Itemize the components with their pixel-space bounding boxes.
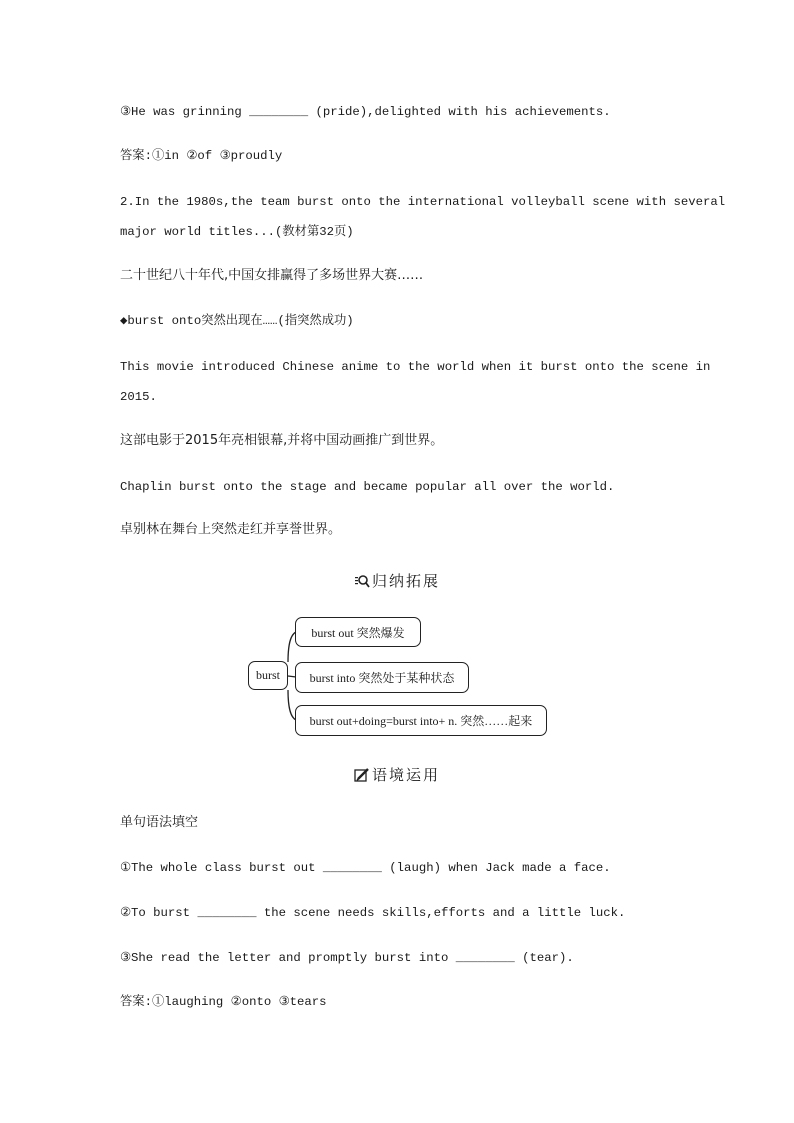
pencil-icon [354,768,370,782]
sentence-1-chinese: 这部电影于2015年亮相银幕,并将中国动画推广到世界。 [120,433,444,448]
answer-line-1: 答案:①in ②of ③proudly [120,149,283,163]
sentence-1-english-line-2: 2015. [120,390,157,404]
mindmap-branch-label-1: burst out 突然爆发 [311,625,405,640]
exercise-question-1: ①The whole class burst out ________ (laugh) when Jack made a face. [120,861,611,875]
mindmap-branch-label-2: burst into 突然处于某种状态 [309,671,455,685]
mindmap-root-node [248,661,288,690]
sentence-1-english-line-1: This movie introduced Chinese anime to the world when it burst onto the scene in [120,360,711,374]
mindmap-branch-node-2 [295,662,469,693]
example-2-chinese: 二十世纪八十年代,中国女排赢得了多场世界大赛…… [120,268,424,283]
section-heading-practice [0,764,794,785]
exercise-question-3: ③She read the letter and promptly burst into ________ (tear). [120,951,574,965]
phrase-definition: ◆burst onto突然出现在……(指突然成功) [120,314,354,328]
mindmap-branch-node-3 [295,705,547,736]
example-2-english-line-2: major world titles...(教材第32页) [120,225,354,239]
sentence-2-english: Chaplin burst onto the stage and became popular all over the world. [120,480,615,494]
section-title-summary: 归纳拓展 [371,572,440,590]
mindmap-root-label: burst [256,668,280,682]
answer-line-2: 答案:①laughing ②onto ③tears [120,995,327,1009]
sentence-2-chinese: 卓别林在舞台上突然走红并享誉世界。 [120,522,342,537]
example-2-english-line-1: 2.In the 1980s,the team burst onto the international volleyball scene with several [120,195,726,209]
line-exercise-3: ③He was grinning ________ (pride),delighted with his achievements. [120,105,611,119]
exercise-question-2: ②To burst ________ the scene needs skills,efforts and a little luck. [120,906,626,920]
mindmap-branch-node-1 [295,617,421,647]
exercise-heading: 单句语法填空 [120,815,199,830]
section-title-practice: 语境运用 [371,766,440,784]
mindmap-branch-label-3: burst out+doing=burst into+ n. 突然……起来 [309,714,533,728]
